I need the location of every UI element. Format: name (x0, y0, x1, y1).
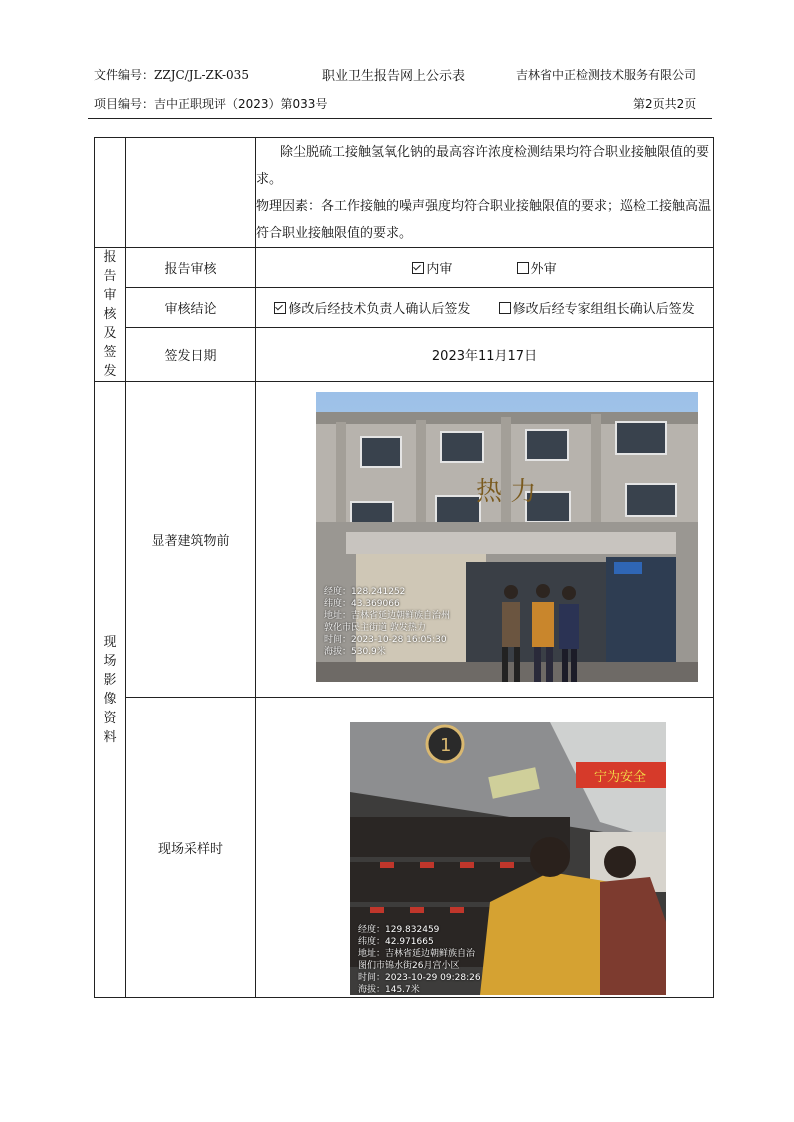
external-label: 外审 (530, 262, 557, 278)
photo1-watermark-line: 敦化市民主街道 敦发热力 (324, 623, 426, 633)
photo2-label: 现场采样时 (126, 698, 256, 998)
project-number: 项目编号：吉中正职现评（2023）第033号 (94, 97, 328, 111)
conclusion-row (95, 138, 714, 248)
review-conclusion-options (256, 288, 714, 328)
company-name: 吉林省中正检测技术服务有限公司 (516, 68, 697, 82)
photo-side-label (95, 382, 126, 998)
document-title: 职业卫生报告网上公示表 (322, 69, 466, 84)
review-row (95, 248, 714, 288)
sampling-photo (350, 722, 666, 995)
header-divider (88, 118, 712, 119)
page-info: 第2页共2页 (633, 97, 697, 111)
photo-row-2 (95, 698, 714, 998)
conclusion-line1: 除尘脱硫工接触氢氧化钠的最高容许浓度检测结果均符合职业接触限值的要求。 (256, 144, 710, 187)
issue-date: 2023年11月17日 (256, 328, 714, 382)
review-side-text: 报告审核及签发 (103, 250, 117, 379)
photo1-cell (256, 382, 714, 698)
photo1-watermark-line: 纬度：43.369066 (324, 599, 400, 609)
photo2-watermark-line: 经度：129.832459 (358, 925, 440, 935)
photo2-watermark-line: 图们市锦水街26月宫小区 (358, 961, 460, 971)
tech-lead-label: 修改后经技术负责人确认后签发 (288, 302, 471, 318)
expert-lead-label: 修改后经专家组组长确认后签发 (512, 302, 695, 318)
blank-cell (126, 138, 256, 248)
photo2-watermark-line: 地址：吉林省延边朝鲜族自治 (358, 949, 476, 959)
internal-checkbox[interactable] (412, 262, 424, 274)
building-photo (316, 392, 698, 682)
blank-cell (95, 138, 126, 248)
tech-lead-checkbox[interactable] (274, 302, 286, 314)
external-checkbox[interactable] (517, 262, 529, 274)
file-number (94, 66, 249, 83)
review-options (256, 248, 714, 288)
conclusion-text (256, 138, 714, 248)
photo1-watermark (324, 586, 450, 658)
sign-text: 热 力 (476, 477, 537, 507)
photo2-watermark (358, 924, 481, 995)
photo-side-text: 现场影像资料 (103, 634, 117, 745)
photo1-label: 显著建筑物前 (126, 382, 256, 698)
building-sign (476, 477, 536, 507)
photo1-watermark-line: 海拔：530.9米 (324, 647, 386, 657)
photo1-watermark-line: 经度：128.241252 (324, 587, 406, 597)
photo1-watermark-line: 地址：吉林省延边朝鲜族自治州 (324, 611, 451, 621)
machine-number: 1 (440, 735, 452, 756)
file-number-label: 文件编号： (94, 68, 155, 82)
photo1-watermark-line: 时间：2023-10-28 16:05:30 (324, 635, 447, 645)
conclusion-choice-row (95, 288, 714, 328)
photo-row-1 (95, 382, 714, 698)
safety-banner: 宁为安全 (594, 770, 647, 785)
disclosure-table (94, 137, 714, 998)
expert-lead-checkbox[interactable] (499, 302, 511, 314)
photo2-watermark-line: 纬度：42.971665 (358, 937, 434, 947)
review-conclusion-label: 审核结论 (126, 288, 256, 328)
review-side-label (95, 248, 126, 382)
date-label: 签发日期 (126, 328, 256, 382)
review-label: 报告审核 (126, 248, 256, 288)
conclusion-line2: 物理因素：各工作接触的噪声强度均符合职业接触限值的要求；巡检工接触高温符合职业接触限值的要求。 (256, 198, 712, 241)
date-row (95, 328, 714, 382)
photo2-watermark-line: 时间：2023-10-29 09:28:26 (358, 973, 481, 983)
internal-label: 内审 (426, 262, 453, 278)
file-number-value: ZZJC/JL-ZK-035 (154, 68, 249, 82)
photo2-cell (256, 698, 714, 998)
photo2-watermark-line: 海拔：145.7米 (358, 985, 420, 995)
